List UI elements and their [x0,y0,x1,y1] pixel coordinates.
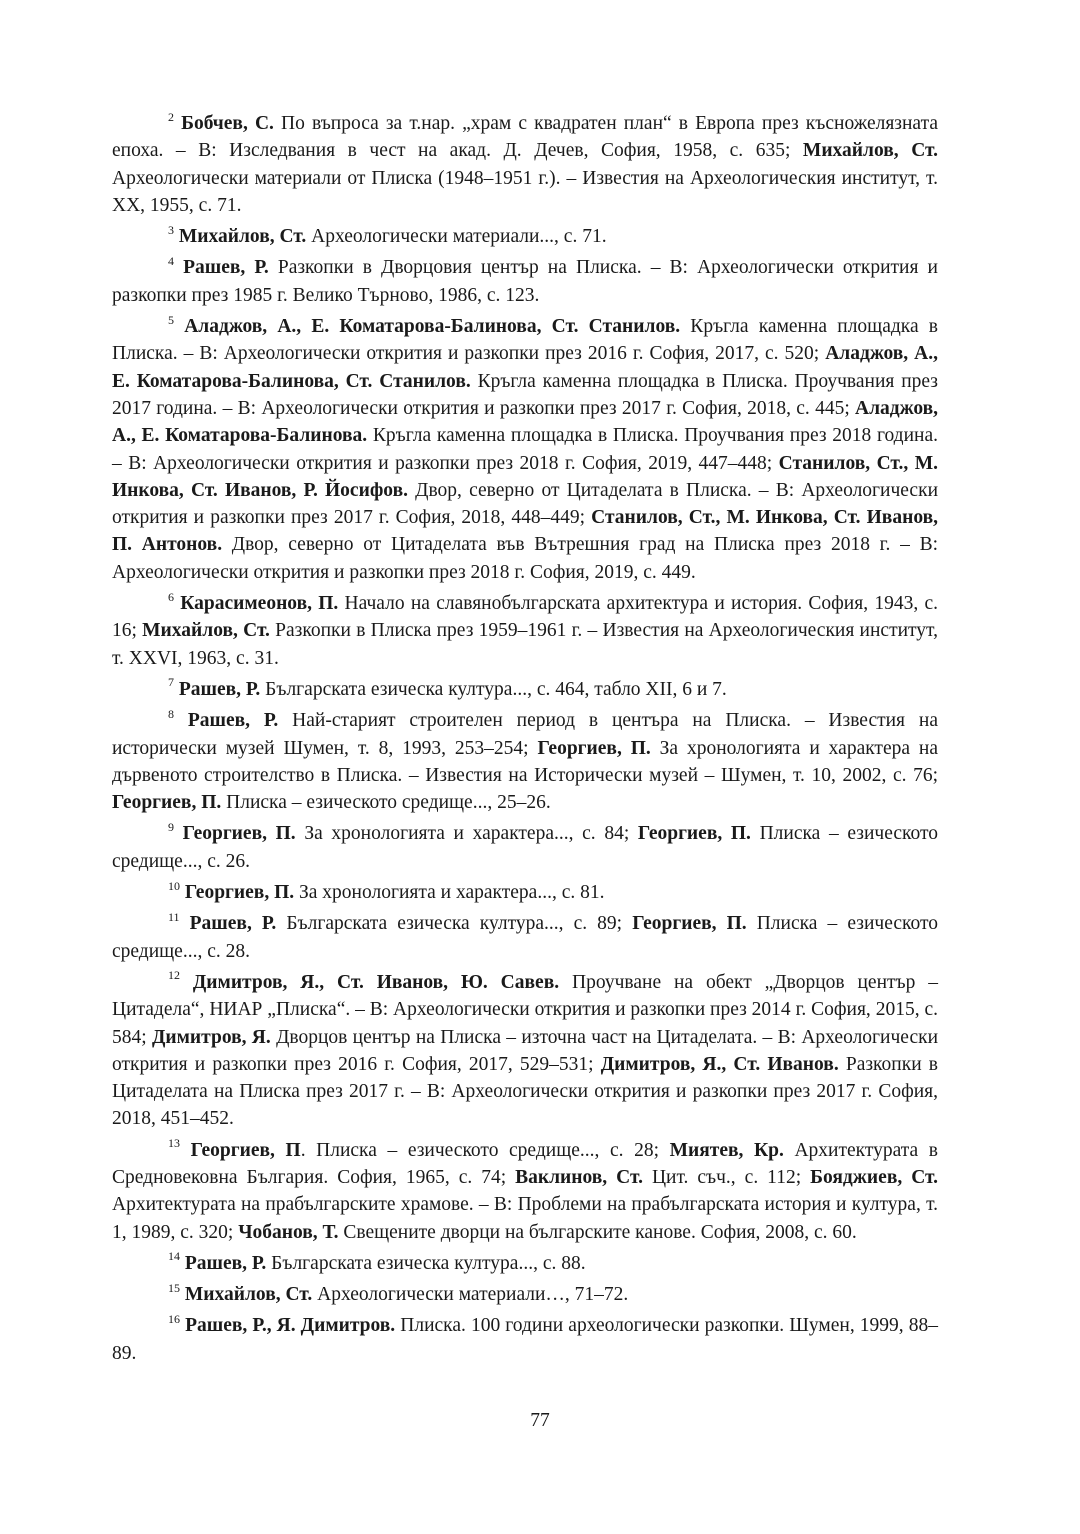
footnote-number: 16 [168,1311,180,1326]
footnote-text: За хронологията и характера..., с. 81. [294,882,605,904]
footnote-author: Димитров, Я. [151,1026,271,1048]
footnote [112,1312,938,1367]
footnote [112,1281,938,1308]
footnote-text: За хронологията и характера на дървеното строителство в Плиска. – Известия на Исторически музей – Шумен, т. 10, 2002, с. 76; [112,737,938,786]
footnote [112,254,938,309]
footnote-number: 6 [168,589,174,604]
footnote-author: Димитров, Я., Ст. Иванов. [600,1053,839,1075]
footnote-number: 13 [168,1136,180,1151]
footnote-author: Карасимеонов, П. [180,593,339,615]
footnote-text: Двор, северно от Цитаделата в Плиска. – В: Археологически открития и разкопки през 2017 г. София, 2018, 448–449; [112,479,938,529]
footnote-number: 4 [168,253,174,268]
footnote-author: Рашев, Р., Я. Димитров. [185,1315,396,1337]
footnote-text: За хронологията и характера..., с. 84; [295,823,638,845]
footnote-author: Миятев, Кр. [669,1139,784,1161]
footnote-text: Българската езическа култура..., с. 464, табло XII, 6 и 7. [260,678,727,700]
footnote-text: Археологически материали..., с. 71. [306,226,607,248]
footnotes-block [112,110,938,1371]
footnote-author: Бобчев, С. [181,113,274,134]
footnote-number: 5 [168,312,174,327]
footnote-text: Цит. съч., с. 112; [642,1166,811,1188]
footnote-author: Георгиев, П. [637,823,751,845]
footnote-author: Михайлов, Ст. [142,620,270,642]
footnote [112,969,938,1133]
footnote-text: Българската езическа култура..., с. 88. [266,1252,586,1274]
footnote-author: Димитров, Я., Ст. Иванов, Ю. Савев. [192,971,560,993]
footnote-number: 7 [168,675,174,690]
footnote-author: Аладжов, А., Е. Коматарова-Балинова, Ст. Станилов. [184,316,681,338]
footnote-text: Плиска. 100 години археологически разкопки. Шумен, 1999, 88–89. [112,1315,938,1364]
footnote-text: Свещените дворци на българските канове. София, 2008, с. 60. [338,1221,857,1243]
footnote-text: Архитектурата в Средновековна България. София, 1965, с. 74; [112,1139,938,1188]
footnote-author: Михайлов, Ст. [184,1284,313,1306]
footnote-author: Рашев, Р. [178,678,261,700]
footnote-author: Георгиев, П. [632,913,747,935]
footnote-number: 8 [168,706,174,721]
footnote-text: Разкопки в Цитаделата на Плиска през 2017 г. – В: Археологически открития и разкопки през 2017 г. София, 2018, 451–452. [112,1053,938,1130]
footnote-number: 14 [168,1249,180,1264]
footnote-number: 15 [168,1280,180,1295]
footnote-text: Кръгла каменна площадка в Плиска. Проучвания през 2017 година. – В: Археологически открития и разкопки през 2017 г. София, 2018, с. 445; [112,370,939,419]
footnote-text: Дворцов център на Плиска – източна част на Цитаделата. – В: Археологически открития и разкопки през 2016 г. София, 2017, 529–531; [112,1026,939,1075]
footnote-number: 11 [168,909,180,924]
footnote-author: Рашев, Р. [189,913,277,935]
footnote-text: Кръгла каменна площадка в Плиска. Проучвания през 2018 година. – В: Археологически открития и разкопки през 2018 г. София, 2019, 447–448; [112,425,939,474]
footnote-text: Проучване на обект „Дворцов център – Цитадела“, НИАР „Плиска“. – В: Археологически открития и разкопки през 2014 г. София, 2015, с. 584; [112,971,938,1048]
footnote-author: Георгиев, П [190,1139,301,1161]
footnote-author: Георгиев, П. [112,792,222,814]
footnote-text: Разкопки в Плиска през 1959–1961 г. – Известия на Археологическия институт, т. XXVI, 1963, с. 31. [112,620,938,669]
footnote-author: Станилов, Ст., М. Инкова, Ст. Иванов, П. Антонов. [112,507,938,556]
footnote [112,1137,938,1246]
footnote-text: По въпроса за т.нар. „храм с квадратен план“ в Европа през късножелязната епоха. – В: Изследвания в чест на акад. Д. Дечев, София, 1958, с. 635; [112,113,938,162]
footnote-number: 12 [168,968,180,983]
page-number: 77 [530,1410,550,1431]
footnote-author: Георгиев, П. [182,823,296,845]
footnote-number: 9 [168,819,174,834]
footnote-text: Разкопки в Дворцовия център на Плиска. – В: Археологически открития и разкопки през 1985 г. Велико Търново, 1986, с. 123. [112,257,938,306]
footnote-author: Михайлов, Ст. [802,140,939,162]
footnote [112,707,938,816]
footnote [112,676,938,703]
footnote [112,110,938,219]
footnote [112,820,938,875]
footnote-number: 10 [168,878,180,893]
footnote-text: Плиска – езическото средище..., с. 28. [112,913,938,962]
footnote-text: Плиска – езическото средище..., с. 26. [112,823,939,872]
footnote-author: Рашев, Р. [187,710,279,732]
footnote-text: Архитектурата на прабългарските храмове. – В: Проблеми на прабългарската история и култура, т. 1, 1989, с. 320; [112,1194,938,1243]
footnote-text: Плиска – езическото средище..., 25–26. [221,792,551,814]
footnote [112,313,938,586]
footnote-author: Станилов, Ст., М. Инкова, Ст. Иванов, Р. Йосифов. [112,452,938,501]
footnote-author: Рашев, Р. [184,1252,267,1274]
footnote-text: . Плиска – езическото средище..., с. 28; [300,1139,670,1161]
footnote-text: Двор, северно от Цитаделата във Вътрешния град на Плиска през 2018 г. – В: Археологически открития и разкопки през 2018 г. София, 2019, с. 449. [112,534,938,583]
footnote-author: Георгиев, П. [184,882,295,904]
footnote [112,910,938,965]
footnote [112,1250,938,1277]
footnote-text: Кръгла каменна площадка в Плиска. – В: Археологически открития и разкопки през 2016 г. София, 2017, с. 520; [112,316,939,365]
footnote-author: Михайлов, Ст. [178,226,307,248]
footnote [112,590,938,672]
footnote-text: Българската езическа култура..., с. 89; [276,913,633,935]
footnote [112,223,938,250]
footnote-author: Чобанов, Т. [238,1221,339,1243]
footnote [112,879,938,906]
footnote-number: 2 [168,109,174,124]
footnote-text: Най-старият строителен период в центъра на Плиска. – Известия на исторически музей Шумен, т. 8, 1993, 253–254; [112,710,938,759]
footnote-author: Рашев, Р. [183,257,269,279]
footnote-author: Аладжов, А., Е. Коматарова-Балинова, Ст. Станилов. [112,343,938,392]
footnote-author: Ваклинов, Ст. [515,1166,643,1188]
footnote-text: Археологически материали…, 71–72. [312,1284,629,1306]
footnote-number: 3 [168,222,174,237]
footnote-author: Аладжов, А., Е. Коматарова-Балинова. [112,397,938,447]
footnote-author: Георгиев, П. [537,737,651,759]
footnote-text: Начало на славянобългарската архитектура и история. София, 1943, с. 16; [112,593,938,642]
footnote-author: Бояджиев, Ст. [810,1166,939,1188]
footnote-text: Археологически материали от Плиска (1948–1951 г.). – Известия на Археологическия институт, т. XX, 1955, с. 71. [112,167,938,216]
